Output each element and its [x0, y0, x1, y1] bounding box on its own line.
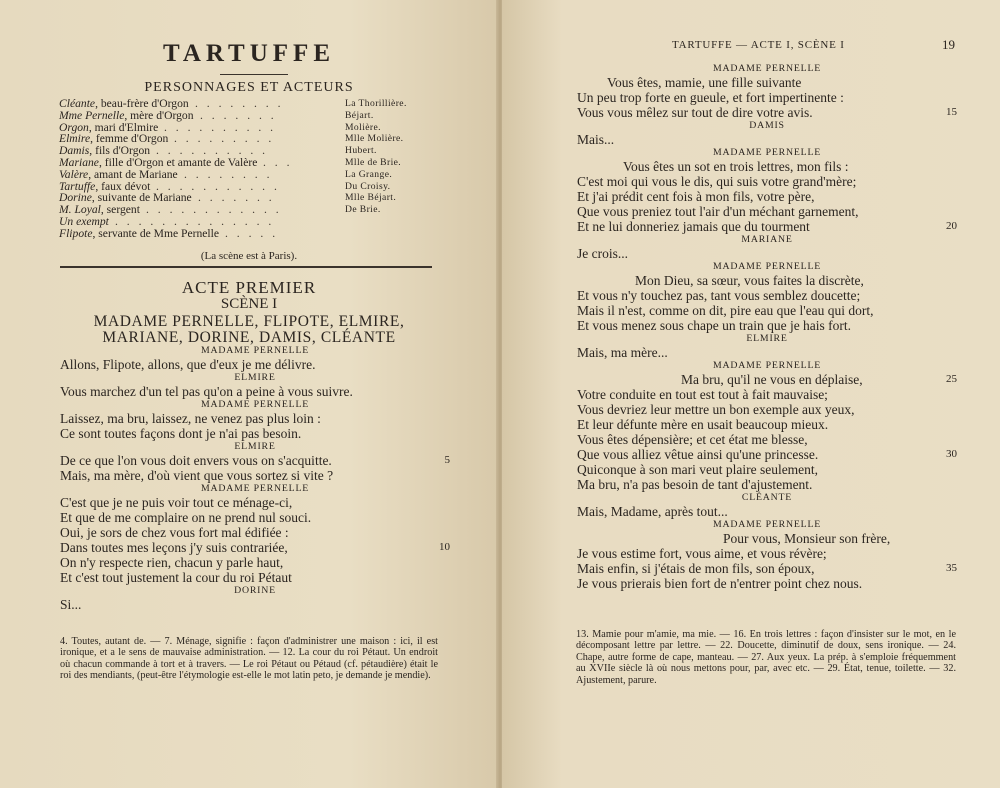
- verse-text: Mais, Madame, après tout...: [577, 504, 728, 519]
- verse-text: Mais enfin, si j'étais de mon fils, son époux,: [577, 561, 815, 576]
- cast-actor: La Grange.: [345, 168, 393, 180]
- verse-text: Vous êtes un sot en trois lettres, mon fils :: [623, 159, 849, 174]
- cast-role-description: , fille d'Orgon et amante de Valère: [98, 155, 258, 169]
- verse-line: [60, 597, 450, 612]
- cast-actor: Hubert.: [345, 145, 377, 157]
- verse-line: [577, 576, 957, 591]
- cast-leader-dots: . . . . . . . .: [184, 168, 273, 181]
- cast-role-name: M. Loyal: [59, 203, 101, 217]
- cast-actor: Molière.: [345, 121, 381, 133]
- verse-line: [577, 504, 957, 519]
- verse-text: Vous êtes dépensière; et cet état me blesse,: [577, 432, 808, 447]
- verse-line: [60, 510, 450, 525]
- verse-text: Que vous preniez tout l'air d'un méchant garnement,: [577, 204, 859, 219]
- cast-row: [59, 204, 479, 216]
- verse-text: Je crois...: [577, 246, 628, 261]
- verse-text: Ma bru, n'a pas besoin de tant d'ajustement.: [577, 477, 813, 492]
- cast-role-name: Cléante: [59, 97, 96, 110]
- verse-line: [577, 75, 957, 90]
- speaker-name: ELMIRE: [234, 441, 276, 452]
- verse-text: Ma bru, qu'il ne vous en déplaise,: [681, 372, 863, 387]
- verse-text: Et que de me complaire on ne prend nul souci.: [60, 510, 312, 525]
- verse-line: [577, 387, 957, 402]
- cast-role-description: , femme d'Orgon: [90, 132, 169, 146]
- cast-role-description: , mari d'Elmire: [88, 120, 159, 134]
- verse-line: [60, 468, 450, 483]
- cast-role-name: Flipote: [59, 226, 93, 240]
- right-dialogue: [577, 63, 957, 591]
- scene-location-note: (La scène est à Paris).: [200, 250, 298, 262]
- line-number: 30: [946, 448, 957, 460]
- right-page: [502, 0, 1000, 788]
- verse-line: [577, 204, 957, 219]
- verse-line: [60, 453, 450, 468]
- verse-text: Vous marchez d'un tel pas qu'on a peine à vous suivre.: [60, 384, 353, 399]
- verse-line: [577, 90, 957, 105]
- verse-text: Allons, Flipote, allons, que d'eux je me délivre.: [60, 357, 316, 372]
- cast-leader-dots: . . . . . . . . .: [174, 133, 275, 146]
- cast-leader-dots: . . . . . . . . . .: [156, 145, 269, 158]
- verse-text: Je vous prierais bien fort de n'entrer point chez nous.: [577, 576, 863, 591]
- cast-actor: Mlle Béjart.: [345, 192, 397, 204]
- verse-text: Et c'est tout justement la cour du roi Pétaut: [60, 570, 292, 585]
- verse-text: Mais il n'est, comme on dit, pire eau que l'eau qui dort,: [577, 303, 874, 318]
- verse-line: [60, 426, 450, 441]
- speaker-name: DAMIS: [749, 120, 785, 131]
- verse-line: [577, 417, 957, 432]
- speaker-name: MADAME PERNELLE: [712, 63, 822, 74]
- verse-line: [577, 462, 957, 477]
- left-dialogue: [60, 345, 450, 612]
- verse-line: [577, 174, 957, 189]
- verse-line: [577, 159, 957, 174]
- verse-text: Je vous estime fort, vous aime, et vous révère;: [577, 546, 827, 561]
- cast-role: [59, 228, 219, 240]
- scene-characters-line-1: MADAME PERNELLE, FLIPOTE, ELMIRE,: [93, 313, 405, 330]
- speaker-name: MADAME PERNELLE: [712, 147, 822, 158]
- verse-line: [577, 477, 957, 492]
- cast-role-name: Mme Pernelle: [59, 108, 125, 122]
- cast-role-name: Valère: [59, 167, 89, 181]
- cast-role-description: , mère d'Orgon: [124, 108, 194, 122]
- line-number: 5: [444, 454, 450, 466]
- speaker-name: MADAME PERNELLE: [200, 399, 310, 410]
- section-rule: [60, 266, 432, 268]
- cast-role-description: , faux dévot: [95, 179, 151, 193]
- cast-leader-dots: . . . . . . . . . . .: [156, 180, 280, 193]
- cast-role-name: Dorine: [59, 191, 92, 205]
- speaker-name: MADAME PERNELLE: [712, 261, 822, 272]
- verse-line: [60, 384, 450, 399]
- speaker-name: MADAME PERNELLE: [200, 483, 310, 494]
- cast-role-description: , amant de Mariane: [88, 167, 178, 181]
- verse-line: [577, 273, 957, 288]
- verse-text: Et vous n'y touchez pas, tant vous semblez doucette;: [577, 288, 861, 303]
- running-head: TARTUFFE — ACTE I, SCÈNE I: [672, 39, 845, 51]
- cast-leader-dots: . . . . . . . .: [195, 98, 284, 110]
- verse-line: [577, 432, 957, 447]
- scene-heading: SCÈNE I: [220, 296, 278, 312]
- cast-leader-dots: . . . . . . . . . . . . . .: [115, 215, 275, 228]
- verse-text: Mais, ma mère...: [577, 345, 668, 360]
- cast-role-description: , sergent: [100, 203, 140, 217]
- verse-line: [577, 372, 957, 387]
- speaker-name: MADAME PERNELLE: [712, 360, 822, 371]
- verse-line: [60, 540, 450, 555]
- verse-text: Laissez, ma bru, laissez, ne venez pas plus loin :: [60, 411, 321, 426]
- verse-line: [577, 246, 957, 261]
- left-footnote: 4. Toutes, autant de. — 7. Ménage, signifie : façon d'administrer une maison : ici, il est ironique, et a le sens de mauvaise administration. — 12. La cour du roi Pétaut. Un endroit où chacun commande à tort et à travers. — Le roi Pétaut ou Pétaud (cf. pétaudière) était le roi des mendiants, (peut-être l'étymologie est-elle le mot latin peto, je demande je mendie).: [60, 636, 438, 682]
- speaker-name: CLÉANTE: [741, 492, 793, 503]
- verse-line: [577, 402, 957, 417]
- verse-line: [577, 219, 957, 234]
- verse-line: [60, 357, 450, 372]
- cast-list: [59, 98, 479, 240]
- cast-role-name: Damis: [59, 144, 90, 158]
- cast-role-description: , suivante de Mariane: [91, 191, 192, 205]
- cast-role-name: Mariane: [59, 155, 99, 169]
- verse-text: Mais, ma mère, d'où vient que vous sortez si vite ?: [60, 468, 334, 483]
- verse-text: Dans toutes mes leçons j'y suis contrariée,: [60, 540, 288, 555]
- line-number: 35: [946, 562, 957, 574]
- cast-actor: De Brie.: [345, 204, 381, 216]
- cast-role-name: Un exempt: [59, 214, 109, 228]
- verse-line: [577, 531, 957, 546]
- verse-text: Un peu trop forte en gueule, et fort impertinente :: [577, 90, 844, 105]
- verse-text: Mon Dieu, sa sœur, vous faites la discrète,: [635, 273, 864, 288]
- verse-line: [60, 525, 450, 540]
- verse-text: Quiconque à son mari veut plaire seulement,: [577, 462, 819, 477]
- cast-heading: PERSONNAGES ET ACTEURS: [144, 80, 354, 95]
- verse-text: Que vous alliez vêtue ainsi qu'une princesse.: [577, 447, 819, 462]
- line-number: 15: [946, 106, 957, 118]
- act-heading: ACTE PREMIER: [181, 278, 317, 297]
- verse-text: Pour vous, Monsieur son frère,: [723, 531, 891, 546]
- cast-actor: La Thorillière.: [345, 98, 407, 109]
- cast-leader-dots: . . . . .: [225, 227, 279, 240]
- left-page: [0, 0, 498, 788]
- verse-line: [577, 318, 957, 333]
- cast-role-description: , fils d'Orgon: [89, 144, 151, 158]
- verse-line: [60, 555, 450, 570]
- speaker-name: MADAME PERNELLE: [712, 519, 822, 530]
- verse-text: Vous êtes, mamie, une fille suivante: [607, 75, 802, 90]
- title-rule: [220, 74, 288, 75]
- verse-text: Et j'ai prédit cent fois à mon fils, votre père,: [577, 189, 815, 204]
- verse-text: On n'y respecte rien, chacun y parle haut,: [60, 555, 284, 570]
- verse-text: Et leur défunte mère en usait beaucoup mieux.: [577, 417, 829, 432]
- verse-line: [60, 495, 450, 510]
- verse-line: [577, 288, 957, 303]
- speaker-name: ELMIRE: [234, 372, 276, 383]
- verse-text: Mais...: [577, 132, 615, 147]
- cast-leader-dots: . . .: [263, 156, 293, 169]
- cast-actor: Béjart.: [345, 109, 374, 121]
- verse-text: Vous vous mêlez sur tout de dire votre avis.: [577, 105, 813, 120]
- cast-actor: Mlle Molière.: [345, 133, 404, 145]
- verse-line: [577, 345, 957, 360]
- verse-text: Si...: [60, 597, 82, 612]
- speaker-name: DORINE: [234, 585, 276, 596]
- verse-text: Et ne lui donneriez jamais que du tourment: [577, 219, 810, 234]
- verse-text: Ce sont toutes façons dont je n'ai pas besoin.: [60, 426, 302, 441]
- cast-leader-dots: . . . . . . . . . .: [164, 121, 277, 134]
- scene-characters: [0, 314, 498, 346]
- cast-leader-dots: . . . . . . .: [198, 192, 275, 205]
- verse-line: [577, 561, 957, 576]
- cast-actor: Du Croisy.: [345, 180, 391, 192]
- verse-text: De ce que l'on vous doit envers vous on s'acquitte.: [60, 453, 332, 468]
- cast-role-description: , beau-frère d'Orgon: [95, 97, 189, 110]
- verse-text: Vous devriez leur mettre un bon exemple aux yeux,: [577, 402, 855, 417]
- verse-line: [577, 546, 957, 561]
- line-number: 10: [439, 541, 450, 553]
- verse-line: [577, 105, 957, 120]
- speaker-name: MADAME PERNELLE: [200, 345, 310, 356]
- line-number: 20: [946, 220, 957, 232]
- verse-line: [60, 411, 450, 426]
- cast-role-name: Orgon: [59, 120, 89, 134]
- play-title: TARTUFFE: [163, 40, 335, 67]
- speaker-name: MARIANE: [741, 234, 793, 245]
- scene-characters-line-2: MARIANE, DORINE, DAMIS, CLÉANTE: [102, 329, 396, 346]
- verse-text: C'est que je ne puis voir tout ce ménage-ci,: [60, 495, 293, 510]
- verse-line: [60, 570, 450, 585]
- verse-line: [577, 303, 957, 318]
- cast-leader-dots: . . . . . . .: [200, 109, 277, 122]
- speaker-name: ELMIRE: [746, 333, 788, 344]
- verse-line: [577, 189, 957, 204]
- verse-text: Et vous menez sous chape un train que je hais fort.: [577, 318, 852, 333]
- verse-text: Votre conduite en tout est tout à fait mauvaise;: [577, 387, 828, 402]
- cast-row: [59, 228, 479, 240]
- line-number: 25: [946, 373, 957, 385]
- cast-actor: Mlle de Brie.: [345, 156, 402, 168]
- cast-role-name: Tartuffe: [59, 179, 96, 193]
- cast-role-name: Elmire: [59, 132, 91, 146]
- verse-line: [577, 447, 957, 462]
- right-footnote: 13. Mamie pour m'amie, ma mie. — 16. En trois lettres : façon d'insister sur le mot, en le décomposant lettre par lettre. — 22. Doucette, diminutif de doux, sens ironique. — 24. Chape, autre forme de cape, manteau. — 27. Aux yeux. La prép. à s'emploie fréquemment au XVIIe siècle là où nous mettons pour, par, avec etc. — 29. État, tenue, toilette. — 32. Ajustement, parure.: [576, 629, 956, 686]
- verse-line: [577, 132, 957, 147]
- page-number: 19: [942, 37, 955, 52]
- cast-role-description: , servante de Mme Pernelle: [92, 226, 220, 240]
- verse-text: C'est moi qui vous le dis, qui suis votre grand'mère;: [577, 174, 857, 189]
- verse-text: Oui, je sors de chez vous fort mal édifiée :: [60, 525, 289, 540]
- cast-leader-dots: . . . . . . . . . . . .: [146, 204, 282, 217]
